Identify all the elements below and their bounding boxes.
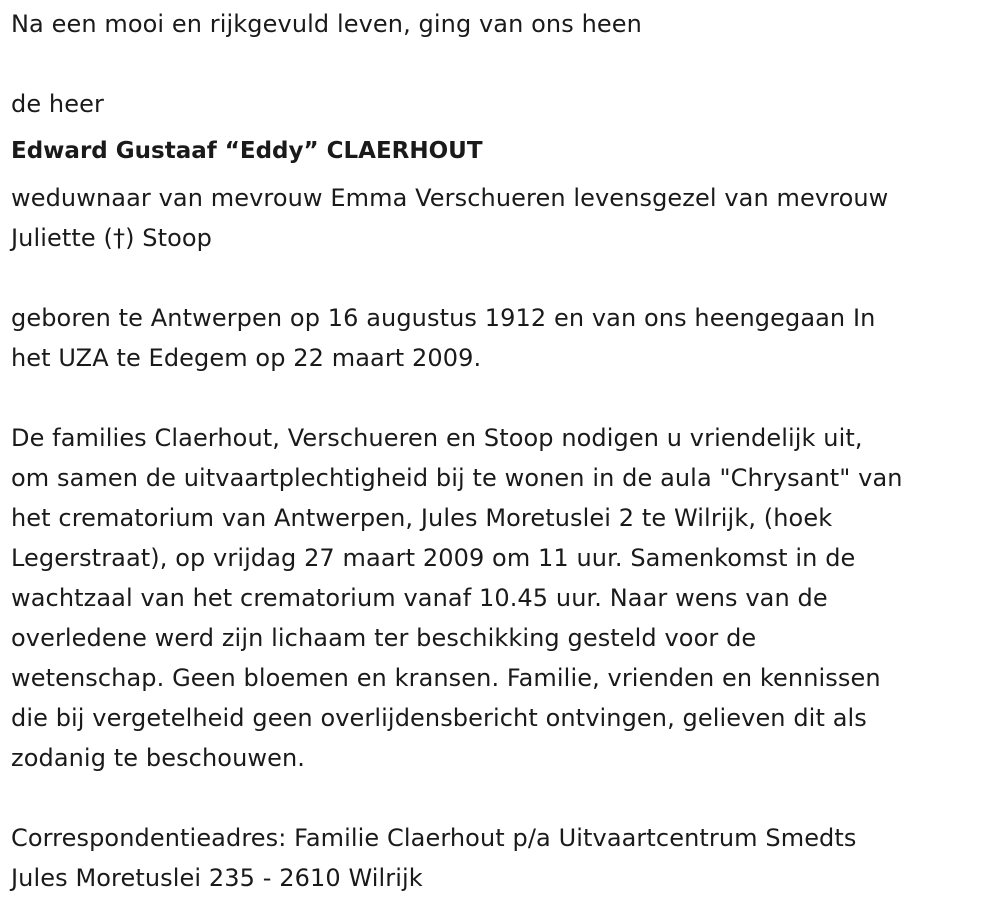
birth-line: het UZA te Edegem op 22 maart 2009. <box>11 344 482 372</box>
ceremony-line: Legerstraat), op vrijdag 27 maart 2009 om 11 uur. Samenkomst in de <box>11 544 856 572</box>
ceremony-line: die bij vergetelheid geen overlijdensbericht ontvingen, gelieven dit als <box>11 704 867 732</box>
relation-line: weduwnaar van mevrouw Emma Verschueren levensgezel van mevrouw <box>11 184 889 212</box>
spacer <box>11 378 991 418</box>
intro-text: Na een mooi en rijkgevuld leven, ging van ons heen <box>11 10 642 38</box>
ceremony-line: overledene werd zijn lichaam ter beschikking gesteld voor de <box>11 624 757 652</box>
address-line: Correspondentieadres: Familie Claerhout p/a Uitvaartcentrum Smedts <box>11 824 857 852</box>
ceremony-line: wachtzaal van het crematorium vanaf 10.45 uur. Naar wens van de <box>11 584 828 612</box>
spacer <box>11 44 991 84</box>
ceremony-line: om samen de uitvaartplechtigheid bij te wonen in de aula "Chrysant" van <box>11 464 903 492</box>
address-paragraph <box>11 818 991 898</box>
honorific: de heer <box>11 90 104 118</box>
spacer <box>11 258 991 298</box>
ceremony-line: het crematorium van Antwerpen, Jules Moretuslei 2 te Wilrijk, (hoek <box>11 504 833 532</box>
ceremony-paragraph <box>11 418 991 778</box>
relation-line: Juliette (†) Stoop <box>11 224 213 252</box>
ceremony-line: zodanig te beschouwen. <box>11 744 306 772</box>
deceased-name: Edward Gustaaf “Eddy” CLAERHOUT <box>11 138 483 164</box>
ceremony-line: wetenschap. Geen bloemen en kransen. Familie, vrienden en kennissen <box>11 664 881 692</box>
ceremony-line: De families Claerhout, Verschueren en Stoop nodigen u vriendelijk uit, <box>11 424 863 452</box>
obituary-notice <box>11 4 991 898</box>
relation-paragraph <box>11 178 991 258</box>
address-line: Jules Moretuslei 235 - 2610 Wilrijk <box>11 864 423 892</box>
birth-death-paragraph <box>11 298 991 378</box>
spacer <box>11 778 991 818</box>
birth-line: geboren te Antwerpen op 16 augustus 1912 en van ons heengegaan In <box>11 304 876 332</box>
